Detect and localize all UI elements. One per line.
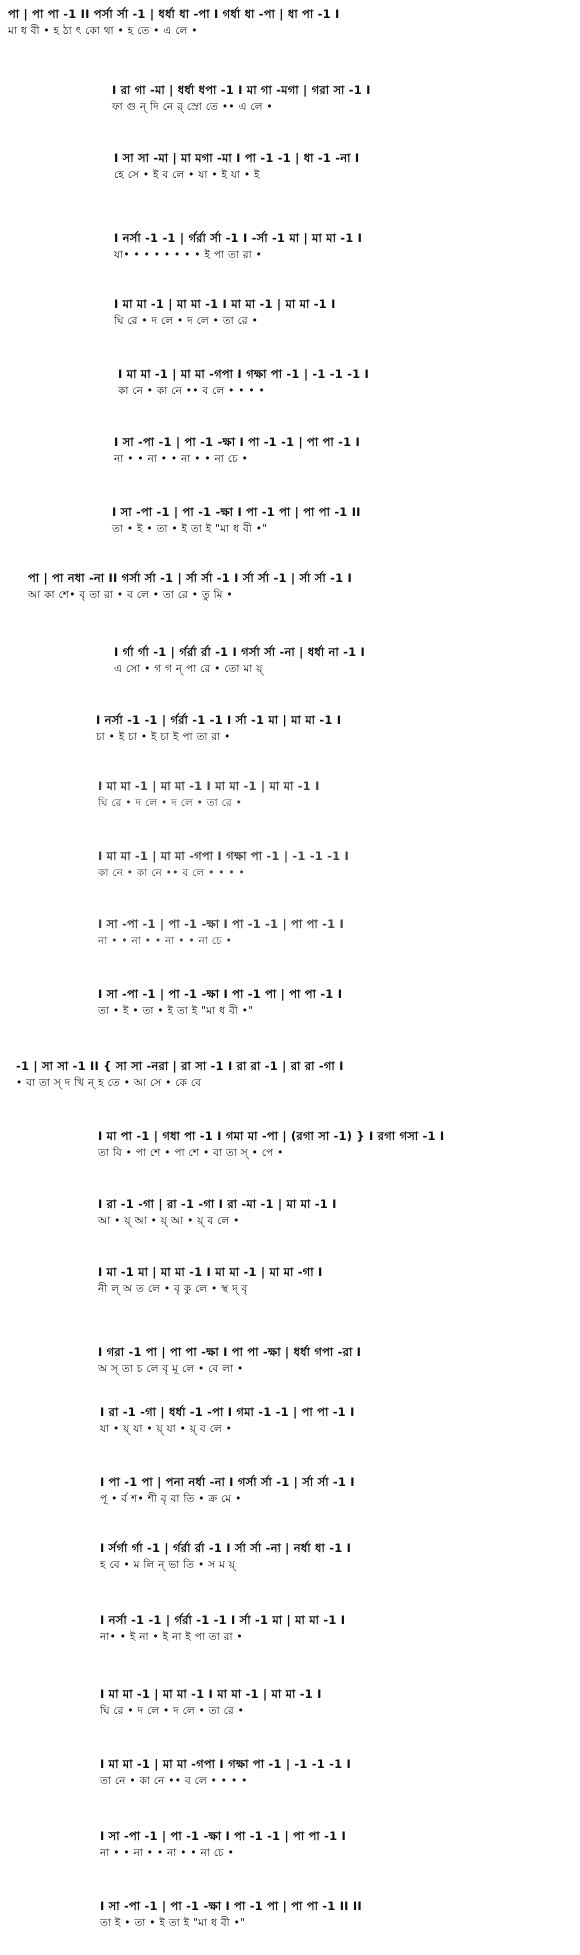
notation-line (98, 916, 344, 950)
lyric-line: তা • ই • তা • ই তা ই "মা ধ বী •" (98, 1005, 254, 1017)
lyric-line: কা নে • কা নে •• ব লে • • • • (118, 385, 266, 397)
lyric-line: না • • না • • না • • না চে • (114, 453, 249, 465)
swara-line: I মা পা -1 | গধা পা -1 I গমা মা -পা | (রগা সা -1) } I রগা গসা -1 I (98, 1129, 445, 1143)
notation-line (16, 1058, 344, 1092)
lyric-line: না • • না • • না • • না চে • (98, 935, 233, 947)
notation-line (28, 570, 352, 604)
lyric-line: চা • ই চা • ই চা ই পা তা রা • (96, 731, 231, 743)
swara-line: I মা মা -1 | মা মা -1 I মা মা -1 | মা মা -1 I (98, 779, 320, 793)
lyric-line: তা বি • পা শে • পা শে • বা তা স্ • পে • (98, 1147, 284, 1159)
notation-line (100, 1686, 322, 1720)
swara-line: I মা মা -1 | মা মা -গপা I গক্ষা পা -1 | -1 -1 -1 I (100, 1757, 352, 1771)
notation-line (114, 150, 359, 184)
swara-line: I মা মা -1 | মা মা -1 I মা মা -1 | মা মা -1 I (114, 297, 336, 311)
swara-line: I মা মা -1 | মা মা -1 I মা মা -1 | মা মা -1 I (100, 1687, 322, 1701)
swara-line: I নর্সা -1 -1 | র্গর্রা -1 -1 I র্সা -1 মা | মা মা -1 I (96, 713, 342, 727)
notation-line (114, 644, 365, 678)
swara-line: I নর্সা -1 -1 | র্গর্রা র্সা -1 I -র্সা -1 মা | মা মা -1 I (114, 231, 363, 245)
notation-line (98, 1264, 322, 1298)
swara-line: I রা -1 -গা | ধর্ধা -1 -পা I গমা -1 -1 | পা পা -1 I (100, 1405, 355, 1419)
notation-line (98, 848, 349, 882)
notation-line (98, 1344, 361, 1378)
swara-line: I মা মা -1 | মা মা -গপা I গক্ষা পা -1 | -1 -1 -1 I (118, 367, 370, 381)
lyric-line: মা ধ বী • হ ঠা ৎ কো থা • হ তে • এ লে • (8, 25, 198, 37)
notation-line (112, 82, 371, 116)
lyric-line: না• • ই না • ই না ই পা তা রা • (100, 1631, 243, 1643)
lyric-line: অ স্ তা চ লে বৃ মূ লে • বে লা • (98, 1363, 244, 1375)
notation-line (100, 1756, 351, 1790)
notation-line (100, 1474, 355, 1508)
lyric-line: তা ই • তা • ই তা ই "মা ধ বী •" (100, 1917, 246, 1929)
lyric-line: ঘি রে • দ লে • দ লে • তা রে • (100, 1705, 245, 1717)
swara-line: I সা -পা -1 | পা -1 -ক্ষা I পা -1 -1 | পা পা -1 I (100, 1829, 347, 1843)
notation-line (114, 230, 362, 264)
notation-line (100, 1540, 351, 1574)
swara-line: -1 | সা সা -1 II { সা সা -নরা | রা সা -1 I রা রা -1 | রা রা -গা I (16, 1059, 344, 1073)
notation-line (98, 778, 320, 812)
lyric-line: না • • না • • না • • না চে • (100, 1847, 235, 1859)
swara-line: I সা -পা -1 | পা -1 -ক্ষা I পা -1 পা | পা পা -1 II II (100, 1899, 362, 1913)
swara-line: I রা -1 -গা | রা -1 -গা I রা -মা -1 | মা মা -1 I (98, 1197, 337, 1211)
swara-line: I মা -1 মা | মা মা -1 I মা মা -1 | মা মা -গা I (98, 1265, 323, 1279)
lyric-line: ফা গু ন্ দি নে র্ স্রো তে •• এ লে • (112, 101, 273, 113)
swara-line: পা | পা পা -1 II পর্সা র্সা -1 | ধর্ধা ধা -পা I গর্ধা ধা -পা | ধা পা -1 I (8, 7, 340, 21)
swara-line: I পা -1 পা | পনা নর্ধা -না I গর্সা র্সা -1 | র্সা র্সা -1 I (100, 1475, 355, 1489)
swara-line: I সা -পা -1 | পা -1 -ক্ষা I পা -1 -1 | পা পা -1 I (98, 917, 345, 931)
lyric-line: এ সো • গ গ ন্ পা রে • তো মা য়্ (114, 663, 263, 675)
notation-line (8, 6, 339, 40)
lyric-line: ঘি রে • দ লে • দ লে • তা রে • (98, 797, 243, 809)
swara-line: I সা -পা -1 | পা -1 -ক্ষা I পা -1 -1 | পা পা -1 I (114, 435, 361, 449)
notation-line (100, 1898, 362, 1932)
swara-line: I সা -পা -1 | পা -1 -ক্ষা I পা -1 পা | পা পা -1 II (112, 505, 361, 519)
notation-line (100, 1612, 345, 1646)
swara-line: I র্সর্গা র্গা -1 | র্গর্রা র্রা -1 I র্সা র্সা -না | নর্ধা ধা -1 I (100, 1541, 352, 1555)
notation-line (118, 366, 369, 400)
lyric-line: আ কা শে• বৃ তা রা • ব লে • তা রে • তু মি • (28, 589, 233, 601)
lyric-line: তা নে • কা নে •• ব লে • • • • (100, 1775, 248, 1787)
swara-line: I র্গা র্গা -1 | র্গর্রা র্রা -1 I গর্সা র্সা -না | ধর্ধা না -1 I (114, 645, 366, 659)
swara-line: I সা সা -মা | মা মগা -মা I পা -1 -1 | ধা -1 -না I (114, 151, 360, 165)
notation-line (112, 504, 361, 538)
lyric-line: আ • য়্ আ • য়্ আ • য়্ ব লে • (98, 1215, 240, 1227)
notation-line (98, 1196, 337, 1230)
lyric-line: ঘি রে • দ লে • দ লে • তা রে • (114, 315, 259, 327)
notation-line (96, 712, 341, 746)
lyric-line: নী ল্ অ ত লে • বৃ কু লে • স্থ দ্ বৃ (98, 1283, 248, 1295)
lyric-line: • বা তা স্ দ খি ন্ হ তে • আ সে • কে বে (16, 1077, 202, 1089)
swara-line: I মা মা -1 | মা মা -গপা I গক্ষা পা -1 | -1 -1 -1 I (98, 849, 350, 863)
notation-line (114, 296, 336, 330)
notation-line (100, 1828, 346, 1862)
swara-line: I নর্সা -1 -1 | র্গর্রা -1 -1 I র্সা -1 মা | মা মা -1 I (100, 1613, 346, 1627)
lyric-line: কা নে • কা নে •• ব লে • • • • (98, 867, 246, 879)
swara-line: I গরা -1 পা | পা পা -ক্ষা I পা পা -ক্ষা | ধর্ধা গপা -রা I (98, 1345, 362, 1359)
notation-line (114, 434, 360, 468)
lyric-line: যা • য়্ যা • য়্ যা • য়্ ব লে • (100, 1423, 233, 1435)
lyric-line: পূ • র্ব শ• শী বৃ বা তি • ক্র মে • (100, 1493, 242, 1505)
swara-line: পা | পা নধা -না II গর্সা র্সা -1 | র্সা র্সা -1 I র্সা র্সা -1 | র্সা র্সা -1 I (28, 571, 352, 585)
lyric-line: হে সে • ই ব লে • যা • ই যা • ই (114, 169, 260, 181)
lyric-line: হ বে • ম লি ন্ ভা তি • স ম য়্ (100, 1559, 236, 1571)
lyric-line: যা• • • • • • • • ই পা তা রা • (114, 249, 263, 261)
swara-line: I রা গা -মা | ধর্ধা ধপা -1 I মা গা -মগা | গরা সা -1 I (112, 83, 371, 97)
notation-line (98, 986, 342, 1020)
notation-line (100, 1404, 355, 1438)
swara-line: I সা -পা -1 | পা -1 -ক্ষা I পা -1 পা | পা পা -1 I (98, 987, 343, 1001)
notation-line (98, 1128, 444, 1162)
lyric-line: তা • ই • তা • ই তা ই "মা ধ বী •" (112, 523, 268, 535)
